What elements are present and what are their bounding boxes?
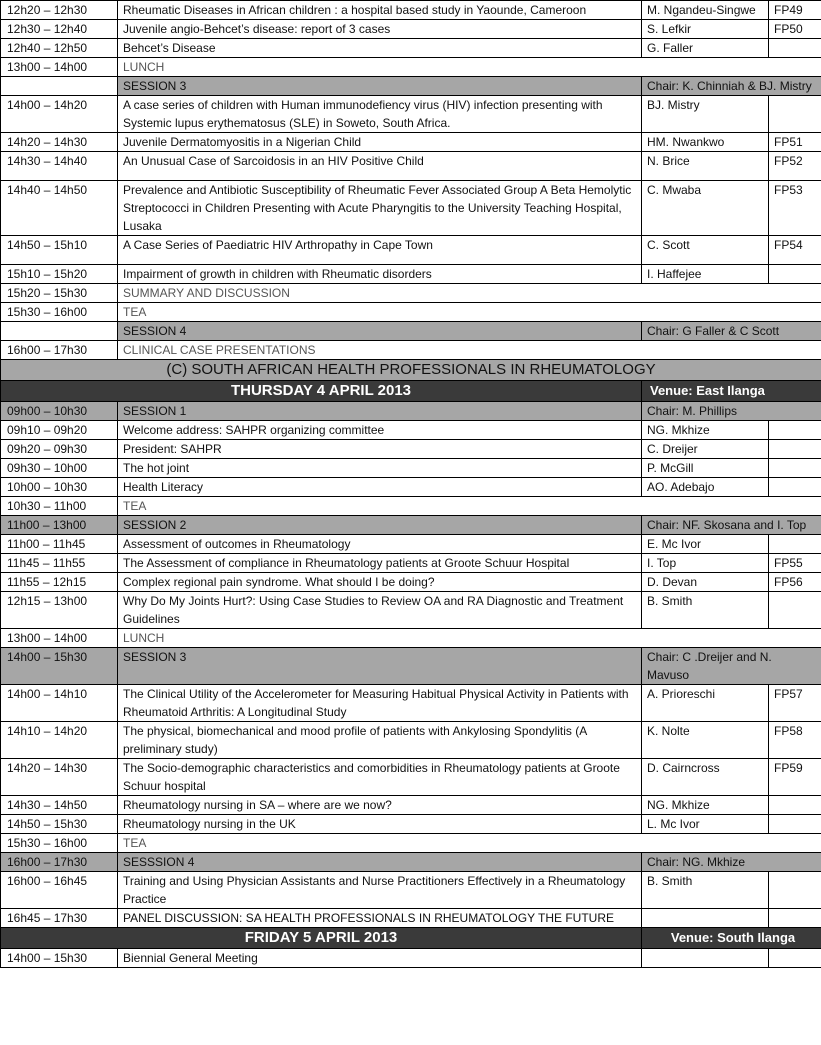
talk-title: Prevalence and Antibiotic Susceptibility of Rheumatic Fever Associated Group A Beta Hemolytic Streptococci in Children Presenting with Acute Pharyngitis to the University Teaching Hospital, Lusaka <box>118 181 642 236</box>
abstract-code: FP54 <box>769 236 821 265</box>
section-header <box>1 360 821 402</box>
break-label: LUNCH <box>118 629 821 648</box>
time-slot: 09h00 – 10h30 <box>1 402 118 421</box>
time-slot: 16h00 – 17h30 <box>1 341 118 360</box>
abstract-code <box>769 478 821 497</box>
schedule-row <box>1 1 821 20</box>
thursday-header-row <box>1 381 821 402</box>
section-title: (C) SOUTH AFRICAN HEALTH PROFESSIONALS IN RHEUMATOLOGY <box>1 360 821 381</box>
abstract-code <box>769 872 821 909</box>
speaker: AO. Adebajo <box>642 478 769 497</box>
session-row <box>1 648 821 685</box>
talk-title: Biennial General Meeting <box>118 949 642 968</box>
time-slot: 12h40 – 12h50 <box>1 39 118 58</box>
schedule-row <box>1 535 821 554</box>
speaker: E. Mc Ivor <box>642 535 769 554</box>
time-slot: 14h20 – 14h30 <box>1 759 118 796</box>
abstract-code: FP59 <box>769 759 821 796</box>
session-row <box>1 402 821 421</box>
speaker: NG. Mkhize <box>642 421 769 440</box>
abstract-code: FP57 <box>769 685 821 722</box>
talk-title: Rheumatic Diseases in African children : a hospital based study in Yaounde, Cameroon <box>118 1 642 20</box>
talk-title: Juvenile angio-Behcet’s disease: report of 3 cases <box>118 20 642 39</box>
schedule-row <box>1 949 821 968</box>
speaker: I. Haffejee <box>642 265 769 284</box>
time-slot: 10h00 – 10h30 <box>1 478 118 497</box>
abstract-code: FP51 <box>769 133 821 152</box>
schedule-row <box>1 459 821 478</box>
speaker: K. Nolte <box>642 722 769 759</box>
schedule-row <box>1 39 821 58</box>
speaker: C. Mwaba <box>642 181 769 236</box>
time-slot: 12h30 – 12h40 <box>1 20 118 39</box>
schedule-row <box>1 722 821 759</box>
schedule-row <box>1 440 821 459</box>
break-row <box>1 58 821 77</box>
schedule-part-friday <box>1 949 821 968</box>
session-title: SESSION 3 <box>118 77 642 96</box>
speaker: G. Faller <box>642 39 769 58</box>
talk-title: Training and Using Physician Assistants and Nurse Practitioners Effectively in a Rheumatology Practice <box>118 872 642 909</box>
talk-title: Why Do My Joints Hurt?: Using Case Studies to Review OA and RA Diagnostic and Treatment Guidelines <box>118 592 642 629</box>
session-row <box>1 853 821 872</box>
time-slot: 14h00 – 15h30 <box>1 949 118 968</box>
friday-day: FRIDAY 5 APRIL 2013 <box>1 928 642 949</box>
time-slot: 16h00 – 17h30 <box>1 853 118 872</box>
talk-title: PANEL DISCUSSION: SA HEALTH PROFESSIONALS IN RHEUMATOLOGY THE FUTURE <box>118 909 642 928</box>
schedule-row <box>1 20 821 39</box>
schedule-row <box>1 815 821 834</box>
break-row <box>1 303 821 322</box>
thursday-day: THURSDAY 4 APRIL 2013 <box>1 381 642 402</box>
speaker: A. Prioreschi <box>642 685 769 722</box>
session-title: SESSION 2 <box>118 516 642 535</box>
speaker: P. McGill <box>642 459 769 478</box>
break-label: SUMMARY AND DISCUSSION <box>118 284 821 303</box>
talk-title: Rheumatology nursing in SA – where are we now? <box>118 796 642 815</box>
schedule-row <box>1 96 821 133</box>
session-chair: Chair: NF. Skosana and I. Top <box>642 516 821 535</box>
schedule-row <box>1 573 821 592</box>
break-row <box>1 341 821 360</box>
session-title: SESSION 1 <box>118 402 642 421</box>
speaker: D. Cairncross <box>642 759 769 796</box>
session-title: SESSSION 4 <box>118 853 642 872</box>
speaker: L. Mc Ivor <box>642 815 769 834</box>
friday-venue: Venue: South Ilanga <box>642 928 821 949</box>
schedule-row <box>1 478 821 497</box>
schedule-row <box>1 909 821 928</box>
schedule-row <box>1 592 821 629</box>
talk-title: Health Literacy <box>118 478 642 497</box>
time-slot: 09h30 – 10h00 <box>1 459 118 478</box>
schedule-row <box>1 421 821 440</box>
session-chair: Chair: NG. Mkhize <box>642 853 821 872</box>
abstract-code: FP56 <box>769 573 821 592</box>
abstract-code: FP53 <box>769 181 821 236</box>
talk-title: Impairment of growth in children with Rheumatic disorders <box>118 265 642 284</box>
speaker: B. Smith <box>642 592 769 629</box>
thursday-venue: Venue: East Ilanga <box>642 381 821 402</box>
talk-title: A Case Series of Paediatric HIV Arthropathy in Cape Town <box>118 236 642 265</box>
session-title: SESSION 3 <box>118 648 642 685</box>
time-slot: 15h30 – 16h00 <box>1 834 118 853</box>
time-slot: 11h00 – 11h45 <box>1 535 118 554</box>
break-row <box>1 834 821 853</box>
abstract-code: FP58 <box>769 722 821 759</box>
time-slot: 14h00 – 14h10 <box>1 685 118 722</box>
break-label: CLINICAL CASE PRESENTATIONS <box>118 341 821 360</box>
talk-title: Complex regional pain syndrome. What should I be doing? <box>118 573 642 592</box>
abstract-code: FP50 <box>769 20 821 39</box>
speaker: BJ. Mistry <box>642 96 769 133</box>
schedule-row <box>1 265 821 284</box>
abstract-code: FP55 <box>769 554 821 573</box>
time-slot: 15h20 – 15h30 <box>1 284 118 303</box>
speaker <box>642 949 769 968</box>
talk-title: A case series of children with Human immunodefiency virus (HIV) infection presenting with Systemic lupus erythematosus (SLE) in Soweto, South Africa. <box>118 96 642 133</box>
talk-title: The Clinical Utility of the Accelerometer for Measuring Habitual Physical Activity in Patients with Rheumatoid Arthritis: A Longitudinal Study <box>118 685 642 722</box>
abstract-code <box>769 265 821 284</box>
time-slot: 14h30 – 14h50 <box>1 796 118 815</box>
session-row <box>1 322 821 341</box>
speaker: N. Brice <box>642 152 769 181</box>
schedule-row <box>1 152 821 181</box>
section-title-row <box>1 360 821 381</box>
break-row <box>1 284 821 303</box>
abstract-code <box>769 96 821 133</box>
session-chair: Chair: C .Dreijer and N. Mavuso <box>642 648 821 685</box>
time-slot: 14h00 – 15h30 <box>1 648 118 685</box>
talk-title: The hot joint <box>118 459 642 478</box>
speaker: C. Scott <box>642 236 769 265</box>
abstract-code <box>769 909 821 928</box>
session-title: SESSION 4 <box>118 322 642 341</box>
time-slot <box>1 77 118 96</box>
abstract-code <box>769 421 821 440</box>
break-row <box>1 497 821 516</box>
break-label: TEA <box>118 303 821 322</box>
abstract-code <box>769 459 821 478</box>
time-slot: 14h10 – 14h20 <box>1 722 118 759</box>
schedule-row <box>1 181 821 236</box>
time-slot: 15h30 – 16h00 <box>1 303 118 322</box>
abstract-code <box>769 592 821 629</box>
schedule-row <box>1 236 821 265</box>
time-slot: 14h50 – 15h30 <box>1 815 118 834</box>
time-slot: 10h30 – 11h00 <box>1 497 118 516</box>
time-slot: 11h45 – 11h55 <box>1 554 118 573</box>
break-label: LUNCH <box>118 58 821 77</box>
schedule-row <box>1 554 821 573</box>
abstract-code <box>769 535 821 554</box>
friday-header <box>1 928 821 949</box>
time-slot: 16h45 – 17h30 <box>1 909 118 928</box>
talk-title: An Unusual Case of Sarcoidosis in an HIV Positive Child <box>118 152 642 181</box>
time-slot: 11h00 – 13h00 <box>1 516 118 535</box>
talk-title: Juvenile Dermatomyositis in a Nigerian Child <box>118 133 642 152</box>
abstract-code <box>769 796 821 815</box>
speaker: NG. Mkhize <box>642 796 769 815</box>
time-slot: 11h55 – 12h15 <box>1 573 118 592</box>
talk-title: The Socio-demographic characteristics and comorbidities in Rheumatology patients at Groote Schuur hospital <box>118 759 642 796</box>
time-slot: 09h10 – 09h20 <box>1 421 118 440</box>
abstract-code: FP52 <box>769 152 821 181</box>
speaker: C. Dreijer <box>642 440 769 459</box>
schedule-row <box>1 685 821 722</box>
abstract-code: FP49 <box>769 1 821 20</box>
time-slot: 12h20 – 12h30 <box>1 1 118 20</box>
abstract-code <box>769 39 821 58</box>
time-slot: 09h20 – 09h30 <box>1 440 118 459</box>
talk-title: The physical, biomechanical and mood profile of patients with Ankylosing Spondylitis (A preliminary study) <box>118 722 642 759</box>
time-slot: 13h00 – 14h00 <box>1 629 118 648</box>
speaker: S. Lefkir <box>642 20 769 39</box>
schedule-row <box>1 759 821 796</box>
session-row <box>1 516 821 535</box>
abstract-code <box>769 949 821 968</box>
time-slot: 14h50 – 15h10 <box>1 236 118 265</box>
session-row <box>1 77 821 96</box>
speaker: D. Devan <box>642 573 769 592</box>
schedule-row <box>1 133 821 152</box>
session-chair: Chair: G Faller & C Scott <box>642 322 821 341</box>
abstract-code <box>769 815 821 834</box>
talk-title: The Assessment of compliance in Rheumatology patients at Groote Schuur Hospital <box>118 554 642 573</box>
schedule-part-a <box>1 1 821 360</box>
speaker: I. Top <box>642 554 769 573</box>
schedule-part-thursday <box>1 402 821 928</box>
speaker: HM. Nwankwo <box>642 133 769 152</box>
schedule-row <box>1 872 821 909</box>
time-slot: 14h00 – 14h20 <box>1 96 118 133</box>
session-chair: Chair: M. Phillips <box>642 402 821 421</box>
talk-title: Behcet’s Disease <box>118 39 642 58</box>
speaker: B. Smith <box>642 872 769 909</box>
time-slot: 14h20 – 14h30 <box>1 133 118 152</box>
time-slot <box>1 322 118 341</box>
time-slot: 16h00 – 16h45 <box>1 872 118 909</box>
talk-title: Welcome address: SAHPR organizing committee <box>118 421 642 440</box>
break-label: TEA <box>118 497 821 516</box>
speaker <box>642 909 769 928</box>
break-row <box>1 629 821 648</box>
break-label: TEA <box>118 834 821 853</box>
time-slot: 12h15 – 13h00 <box>1 592 118 629</box>
time-slot: 15h10 – 15h20 <box>1 265 118 284</box>
abstract-code <box>769 440 821 459</box>
friday-header-row <box>1 928 821 949</box>
session-chair: Chair: K. Chinniah & BJ. Mistry <box>642 77 821 96</box>
time-slot: 14h40 – 14h50 <box>1 181 118 236</box>
talk-title: Rheumatology nursing in the UK <box>118 815 642 834</box>
schedule-row <box>1 796 821 815</box>
time-slot: 13h00 – 14h00 <box>1 58 118 77</box>
time-slot: 14h30 – 14h40 <box>1 152 118 181</box>
speaker: M. Ngandeu-Singwe <box>642 1 769 20</box>
talk-title: President: SAHPR <box>118 440 642 459</box>
talk-title: Assessment of outcomes in Rheumatology <box>118 535 642 554</box>
